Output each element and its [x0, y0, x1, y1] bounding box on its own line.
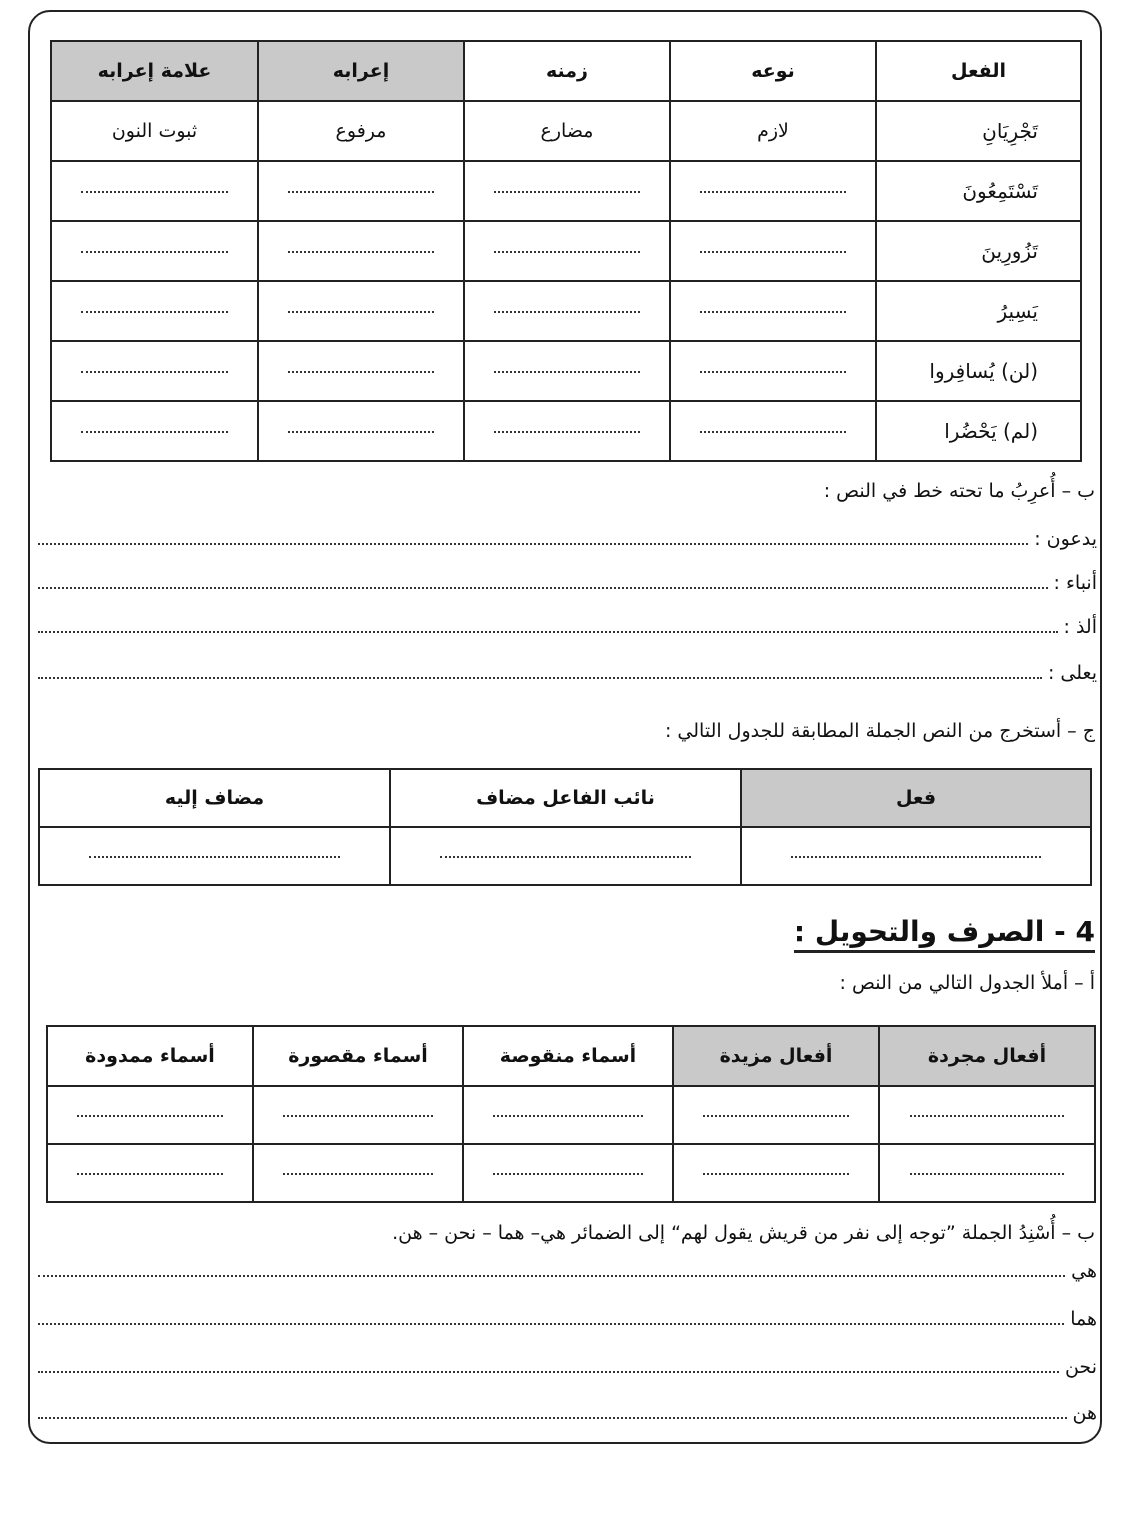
header-verb: الفعل — [876, 41, 1081, 101]
answer-line[interactable] — [38, 1308, 1097, 1330]
answer-label: هي — [1071, 1260, 1097, 1282]
answer-label: ألذ : — [1063, 616, 1097, 638]
header-augmented-verbs: أفعال مزيدة — [673, 1026, 879, 1086]
case-cell: مرفوع — [258, 101, 464, 161]
answer-line[interactable] — [38, 1402, 1097, 1424]
sentence-table — [38, 768, 1092, 886]
blank-cell[interactable] — [253, 1144, 463, 1202]
blank-cell[interactable] — [258, 221, 464, 281]
answer-label: نحن — [1064, 1356, 1097, 1378]
blank-cell[interactable] — [51, 281, 258, 341]
blank-cell[interactable] — [51, 341, 258, 401]
verb-analysis-table — [50, 40, 1082, 462]
answer-label: هما — [1070, 1308, 1097, 1330]
answer-line[interactable] — [38, 572, 1097, 594]
blank-cell[interactable] — [741, 827, 1091, 885]
header-case: إعرابه — [258, 41, 464, 101]
blank-cell[interactable] — [673, 1086, 879, 1144]
blank-cell[interactable] — [51, 401, 258, 461]
blank-cell[interactable] — [670, 341, 876, 401]
section4-part-b-question: ب – أُسْنِدُ الجملة ”توجه إلى نفر من قريش يقول لهم“ إلى الضمائر هي– هما – نحن – هن. — [392, 1222, 1095, 1244]
blank-cell[interactable] — [673, 1144, 879, 1202]
blank-cell[interactable] — [464, 401, 670, 461]
answer-label: يدعون : — [1034, 528, 1097, 550]
blank-cell[interactable] — [51, 161, 258, 221]
blank-cell[interactable] — [464, 161, 670, 221]
blank-cell[interactable] — [47, 1144, 253, 1202]
type-cell: لازم — [670, 101, 876, 161]
blank-cell[interactable] — [390, 827, 741, 885]
answer-line[interactable] — [38, 528, 1097, 550]
blank-cell[interactable] — [463, 1144, 673, 1202]
header-mark: علامة إعرابه — [51, 41, 258, 101]
answer-label: هن — [1072, 1402, 1097, 1424]
blank-cell[interactable] — [464, 341, 670, 401]
morphology-table — [46, 1025, 1096, 1203]
answer-line[interactable] — [38, 1356, 1097, 1378]
blank-cell[interactable] — [879, 1086, 1095, 1144]
blank-cell[interactable] — [670, 401, 876, 461]
blank-cell[interactable] — [464, 281, 670, 341]
section-4-title: 4 - الصرف والتحويل : — [794, 915, 1095, 953]
header-defective-nouns: أسماء منقوصة — [463, 1026, 673, 1086]
answer-label: أنباء : — [1053, 572, 1097, 594]
header-type: نوعه — [670, 41, 876, 101]
verb-cell: تَجْرِيَانِ — [876, 101, 1081, 161]
section4-part-a-question: أ – أملأ الجدول التالي من النص : — [839, 972, 1095, 994]
blank-cell[interactable] — [258, 281, 464, 341]
blank-cell[interactable] — [258, 341, 464, 401]
header-passive-subject: نائب الفاعل مضاف — [390, 769, 741, 827]
answer-line[interactable] — [38, 1260, 1097, 1282]
header-abstract-verbs: أفعال مجردة — [879, 1026, 1095, 1086]
answer-line[interactable] — [38, 616, 1097, 638]
part-c-question: ج – أستخرج من النص الجملة المطابقة للجدول التالي : — [664, 720, 1095, 742]
blank-cell[interactable] — [51, 221, 258, 281]
blank-cell[interactable] — [879, 1144, 1095, 1202]
blank-cell[interactable] — [670, 221, 876, 281]
header-genitive: مضاف إليه — [39, 769, 390, 827]
blank-cell[interactable] — [670, 161, 876, 221]
blank-cell[interactable] — [258, 161, 464, 221]
answer-line[interactable] — [38, 662, 1097, 684]
verb-cell: تَسْتَمِعُونَ — [876, 161, 1081, 221]
header-shortened-nouns: أسماء مقصورة — [253, 1026, 463, 1086]
part-b-question: ب – أُعرِبُ ما تحته خط في النص : — [823, 480, 1095, 502]
tense-cell: مضارع — [464, 101, 670, 161]
blank-cell[interactable] — [463, 1086, 673, 1144]
blank-cell[interactable] — [670, 281, 876, 341]
verb-cell: تَزُورِينَ — [876, 221, 1081, 281]
blank-cell[interactable] — [253, 1086, 463, 1144]
verb-cell: (لن) يُسافِروا — [876, 341, 1081, 401]
blank-cell[interactable] — [47, 1086, 253, 1144]
answer-label: يعلى : — [1047, 662, 1097, 684]
verb-cell: (لم) يَحْضُرا — [876, 401, 1081, 461]
blank-cell[interactable] — [258, 401, 464, 461]
header-extended-nouns: أسماء ممدودة — [47, 1026, 253, 1086]
verb-cell: يَسِيرُ — [876, 281, 1081, 341]
header-tense: زمنه — [464, 41, 670, 101]
blank-cell[interactable] — [39, 827, 390, 885]
mark-cell: ثبوت النون — [51, 101, 258, 161]
blank-cell[interactable] — [464, 221, 670, 281]
header-verb: فعل — [741, 769, 1091, 827]
